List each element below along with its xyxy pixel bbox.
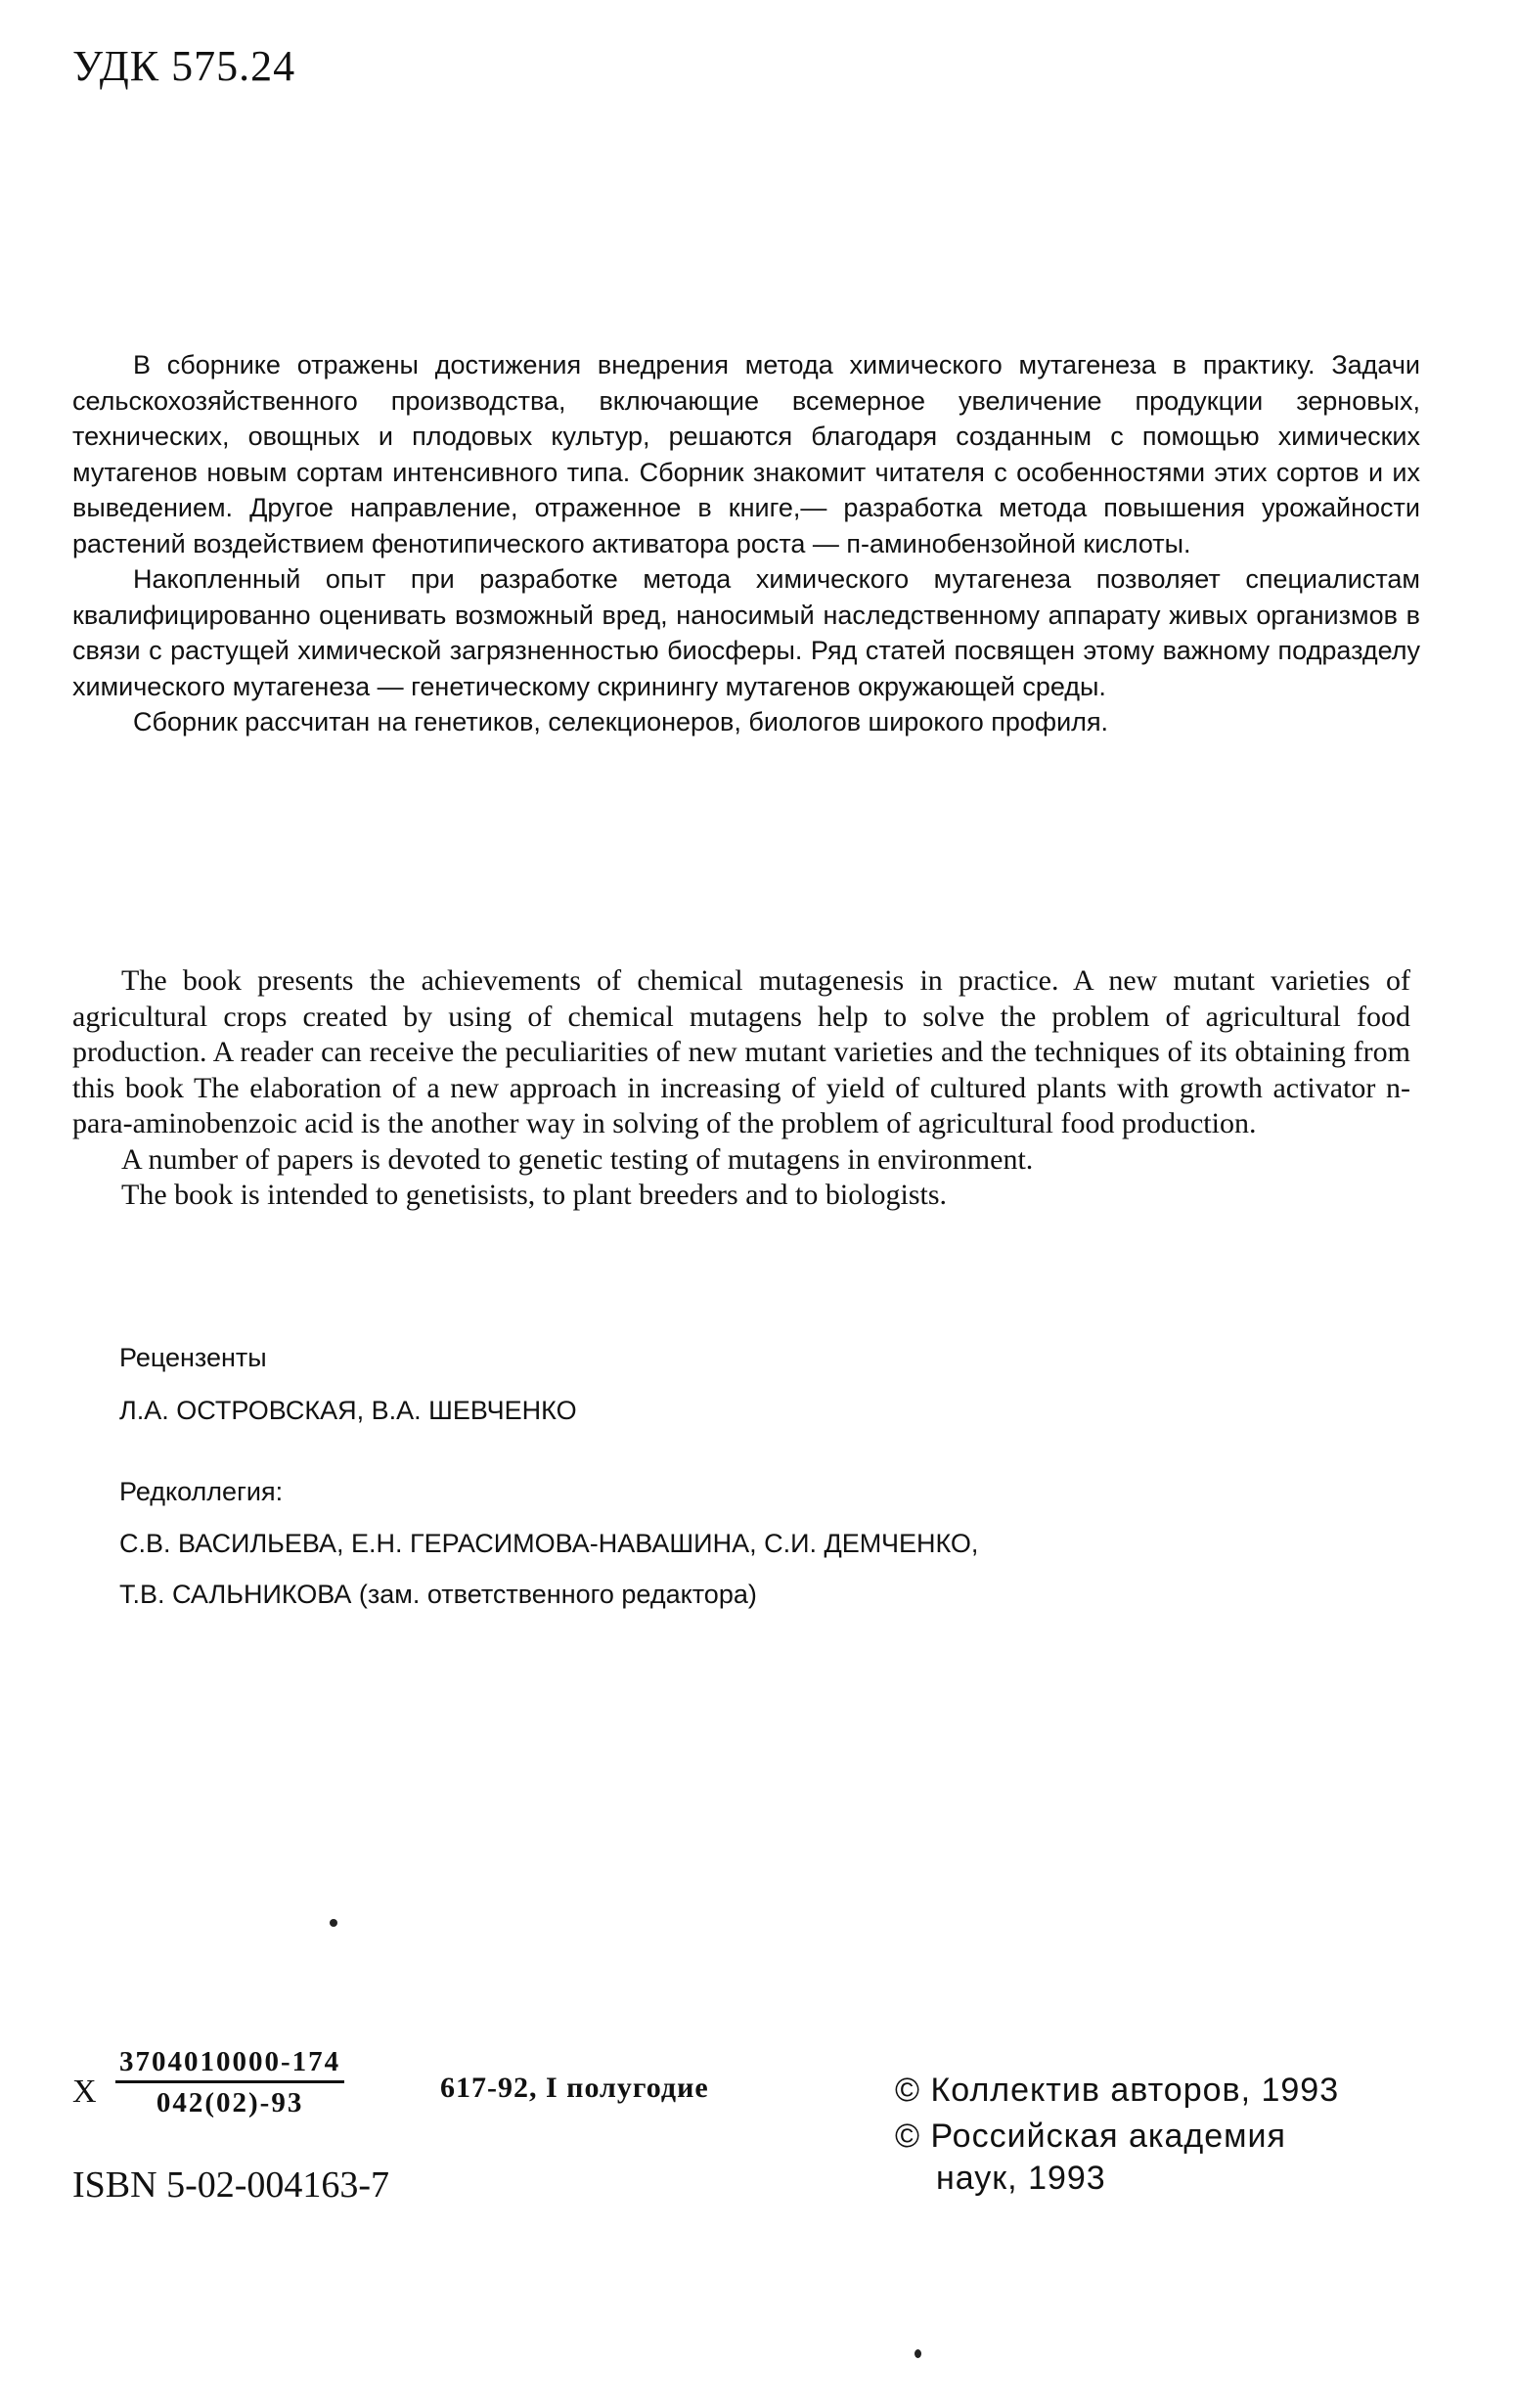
publication-code-fraction xyxy=(115,2046,344,2119)
copyright-authors: © Коллектив авторов, 1993 xyxy=(895,2072,1340,2109)
copyright-academy-year: наук, 1993 xyxy=(936,2160,1106,2197)
print-speck xyxy=(915,2349,921,2358)
order-number: 617-92, I полугодие xyxy=(440,2072,709,2104)
editorial-board-members: С.В. ВАСИЛЬЕВА, Е.Н. ГЕРАСИМОВА-НАВАШИНА, С.И. ДЕМЧЕНКО, xyxy=(119,1529,979,1558)
catalog-x-mark: X xyxy=(72,2074,97,2110)
publication-code-numerator: 3704010000-174 xyxy=(115,2046,344,2083)
isbn: ISBN 5-02-004163-7 xyxy=(72,2164,390,2206)
abstract-en-paragraph: The book presents the achievements of chemical mutagenesis in practice. A new mutant varieties of agricultural crops created by using of chemical mutagens help to solve the problem of agricultural food production. A reader can receive the peculiarities of new mutant varieties and the techniques of its obtaining from this book The elaboration of a new approach in increasing of yield of cultured plants with growth activator n-para-aminobenzoic acid is the another way in solving of the problem of agricultural food production. xyxy=(72,964,1410,1139)
publication-code-denominator: 042(02)-93 xyxy=(156,2087,304,2118)
abstract-english xyxy=(72,963,1410,1214)
reviewers-label: Рецензенты xyxy=(119,1343,267,1372)
abstract-en-paragraph: A number of papers is devoted to genetic testing of mutagens in environment. xyxy=(121,1142,1034,1176)
abstract-ru-paragraph: Сборник рассчитан на генетиков, селекционеров, биологов широкого профиля. xyxy=(133,707,1109,736)
copyright-academy: © Российская академия xyxy=(895,2118,1286,2155)
abstract-ru-paragraph: В сборнике отражены достижения внедрения метода химического мутагенеза в практику. Задачи сельскохозяйственного производства, включающие всемерное увеличение продукции зерновых, технических, овощных и плодовых культур, решаются благодаря созданным с помощью химических мутагенов новым сортам интенсивного типа. Сборник знакомит читателя с особенностями этих сортов и их выведением. Другое направление, отраженное в книге,— разработка метода повышения урожайности растений воздействием фенотипического активатора роста — п-аминобензойной кислоты. xyxy=(72,350,1420,558)
reviewers-names: Л.А. ОСТРОВСКАЯ, В.А. ШЕВЧЕНКО xyxy=(119,1396,577,1425)
abstract-ru-paragraph: Накопленный опыт при разработке метода химического мутагенеза позволяет специалистам квалифицированно оценивать возможный вред, наносимый наследственному аппарату живых организмов в связи с растущей химической загрязненностью биосферы. Ряд статей посвящен этому важному подразделу химического мутагенеза — генетическому скринингу мутагенов окружающей среды. xyxy=(72,564,1420,701)
editorial-board-members: Т.В. САЛЬНИКОВА (зам. ответственного редактора) xyxy=(119,1580,757,1609)
editorial-board-label: Редколлегия: xyxy=(119,1477,284,1506)
abstract-russian xyxy=(72,347,1420,740)
abstract-en-paragraph: The book is intended to genetisists, to plant breeders and to biologists. xyxy=(121,1179,948,1211)
print-speck xyxy=(330,1919,337,1927)
udk-code: УДК 575.24 xyxy=(72,42,296,90)
